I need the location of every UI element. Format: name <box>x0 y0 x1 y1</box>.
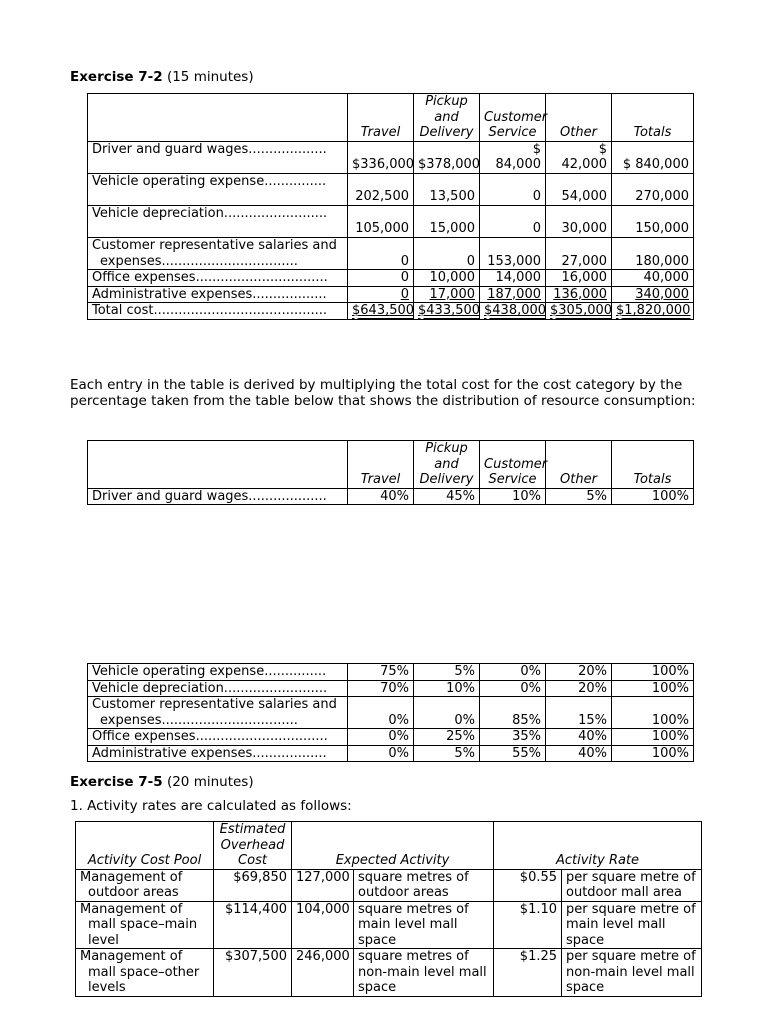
expected-qty: 246,000 <box>292 949 354 997</box>
rate-unit: per square metre of outdoor mall area <box>562 869 702 901</box>
col-header: Totals <box>612 94 694 142</box>
cell: 27,000 <box>546 237 612 269</box>
cell: 180,000 <box>612 237 694 269</box>
cell: 15% <box>546 697 612 729</box>
cell: 153,000 <box>480 237 546 269</box>
exercise-time: (20 minutes) <box>166 774 254 790</box>
header-blank <box>88 94 348 142</box>
table-row <box>88 286 694 303</box>
cell: 100% <box>612 680 694 697</box>
cell: $378,000 <box>414 141 480 173</box>
cell: 13,500 <box>414 173 480 205</box>
header-row <box>88 94 694 142</box>
expected-qty: 127,000 <box>292 869 354 901</box>
cell: 10% <box>414 680 480 697</box>
cell: 150,000 <box>612 205 694 237</box>
col-header: Activity Cost Pool <box>76 822 214 870</box>
row-label: Total cost.......................................... <box>88 303 348 320</box>
cell: 0% <box>348 729 414 746</box>
cell: 0% <box>348 697 414 729</box>
row-label: Customer representative salaries and expenses................................. <box>88 697 348 729</box>
cell: 136,000 <box>546 286 612 303</box>
cell: $1,820,000 <box>612 303 694 320</box>
col-header: Estimated Overhead Cost <box>214 822 292 870</box>
cell: 270,000 <box>612 173 694 205</box>
table-row <box>88 237 694 269</box>
exercise-title: Exercise 7-5 <box>70 774 163 790</box>
cell: 70% <box>348 680 414 697</box>
rate-unit: per square metre of main level mall space <box>562 901 702 949</box>
cell: 25% <box>414 729 480 746</box>
cell: 5% <box>546 488 612 505</box>
col-header: Other <box>546 94 612 142</box>
cell: 100% <box>612 745 694 762</box>
resource-consumption-table-continued <box>87 663 694 762</box>
cell: 16,000 <box>546 270 612 287</box>
cell: 0 <box>414 237 480 269</box>
cell: 100% <box>612 729 694 746</box>
cell: 0 <box>348 237 414 269</box>
cell: 40% <box>546 729 612 746</box>
activity-pool: Management of outdoor areas <box>76 869 214 901</box>
cell: 100% <box>612 697 694 729</box>
cell: 340,000 <box>612 286 694 303</box>
row-label: Vehicle depreciation......................... <box>88 680 348 697</box>
cell: 75% <box>348 664 414 681</box>
table-row <box>76 949 702 997</box>
cell: 10,000 <box>414 270 480 287</box>
activity-rate: $1.10 <box>494 901 562 949</box>
row-label: Vehicle depreciation......................... <box>88 205 348 237</box>
expected-qty: 104,000 <box>292 901 354 949</box>
cell: 0% <box>480 680 546 697</box>
cell: $336,000 <box>348 141 414 173</box>
cell: 54,000 <box>546 173 612 205</box>
cell: 0 <box>348 286 414 303</box>
col-header: Expected Activity <box>292 822 494 870</box>
cell: 40% <box>546 745 612 762</box>
col-header: Customer Service <box>480 94 546 142</box>
col-header: Pickup and Delivery <box>414 94 480 142</box>
col-header: Totals <box>612 441 694 489</box>
table-row <box>76 901 702 949</box>
activity-rates-intro: 1. Activity rates are calculated as follows: <box>70 798 352 814</box>
table-row <box>88 173 694 205</box>
cell: $433,500 <box>414 303 480 320</box>
cell: 0% <box>480 664 546 681</box>
cell: 0 <box>480 173 546 205</box>
cell: 40% <box>348 488 414 505</box>
total-row <box>88 303 694 320</box>
activity-pool: Management of mall space–main level <box>76 901 214 949</box>
overhead-cost: $307,500 <box>214 949 292 997</box>
cell: 5% <box>414 745 480 762</box>
table-row <box>88 680 694 697</box>
cell: 0% <box>348 745 414 762</box>
header-blank <box>88 441 348 489</box>
activity-unit: square metres of main level mall space <box>354 901 494 949</box>
col-header: Other <box>546 441 612 489</box>
table-row <box>88 205 694 237</box>
cell: 45% <box>414 488 480 505</box>
cell: $438,000 <box>480 303 546 320</box>
cell: 100% <box>612 488 694 505</box>
table-row <box>88 270 694 287</box>
rate-unit: per square metre of non-main level mall space <box>562 949 702 997</box>
header-row <box>88 441 694 489</box>
col-header: Customer Service <box>480 441 546 489</box>
cell: $ 84,000 <box>480 141 546 173</box>
exercise-7-2-heading <box>70 69 254 85</box>
row-label: Vehicle operating expense............... <box>88 173 348 205</box>
activity-rate-table <box>75 821 702 997</box>
col-header: Travel <box>348 441 414 489</box>
cell: 15,000 <box>414 205 480 237</box>
cell: 5% <box>414 664 480 681</box>
row-label: Administrative expenses.................. <box>88 745 348 762</box>
cell: 20% <box>546 664 612 681</box>
activity-rate: $0.55 <box>494 869 562 901</box>
cost-distribution-table <box>87 93 694 320</box>
activity-rate: $1.25 <box>494 949 562 997</box>
row-label: Vehicle operating expense............... <box>88 664 348 681</box>
table-row <box>88 488 694 505</box>
exercise-7-5-heading <box>70 774 254 790</box>
cell: 0% <box>414 697 480 729</box>
cell: 187,000 <box>480 286 546 303</box>
cell: 55% <box>480 745 546 762</box>
header-row <box>76 822 702 870</box>
cell: $ 42,000 <box>546 141 612 173</box>
col-header: Pickup and Delivery <box>414 441 480 489</box>
cell: $305,000 <box>546 303 612 320</box>
cell: 85% <box>480 697 546 729</box>
row-label: Office expenses................................ <box>88 729 348 746</box>
cell: 202,500 <box>348 173 414 205</box>
table-row <box>88 141 694 173</box>
table-row <box>88 745 694 762</box>
overhead-cost: $69,850 <box>214 869 292 901</box>
row-label: Driver and guard wages................... <box>88 141 348 173</box>
cell: $ 840,000 <box>612 141 694 173</box>
exercise-title: Exercise 7-2 <box>70 69 163 85</box>
explanation-paragraph: Each entry in the table is derived by multiplying the total cost for the cost category by the percentage taken from the table below that shows the distribution of resource consumption: <box>70 377 696 409</box>
row-label: Administrative expenses.................. <box>88 286 348 303</box>
col-header: Travel <box>348 94 414 142</box>
table-row <box>88 697 694 729</box>
exercise-time: (15 minutes) <box>166 69 254 85</box>
cell: 0 <box>348 270 414 287</box>
cell: 20% <box>546 680 612 697</box>
cell: 10% <box>480 488 546 505</box>
row-label: Office expenses................................ <box>88 270 348 287</box>
cell: 40,000 <box>612 270 694 287</box>
activity-unit: square metres of outdoor areas <box>354 869 494 901</box>
row-label: Driver and guard wages................... <box>88 488 348 505</box>
cell: 0 <box>480 205 546 237</box>
cell: 30,000 <box>546 205 612 237</box>
cell: 14,000 <box>480 270 546 287</box>
cell: 35% <box>480 729 546 746</box>
table-row <box>88 729 694 746</box>
overhead-cost: $114,400 <box>214 901 292 949</box>
table-row <box>88 664 694 681</box>
activity-pool: Management of mall space–other levels <box>76 949 214 997</box>
resource-consumption-table <box>87 440 694 505</box>
cell: 17,000 <box>414 286 480 303</box>
table-row <box>76 869 702 901</box>
row-label: Customer representative salaries and expenses................................. <box>88 237 348 269</box>
activity-unit: square metres of non-main level mall space <box>354 949 494 997</box>
cell: $643,500 <box>348 303 414 320</box>
col-header: Activity Rate <box>494 822 702 870</box>
cell: 100% <box>612 664 694 681</box>
cell: 105,000 <box>348 205 414 237</box>
